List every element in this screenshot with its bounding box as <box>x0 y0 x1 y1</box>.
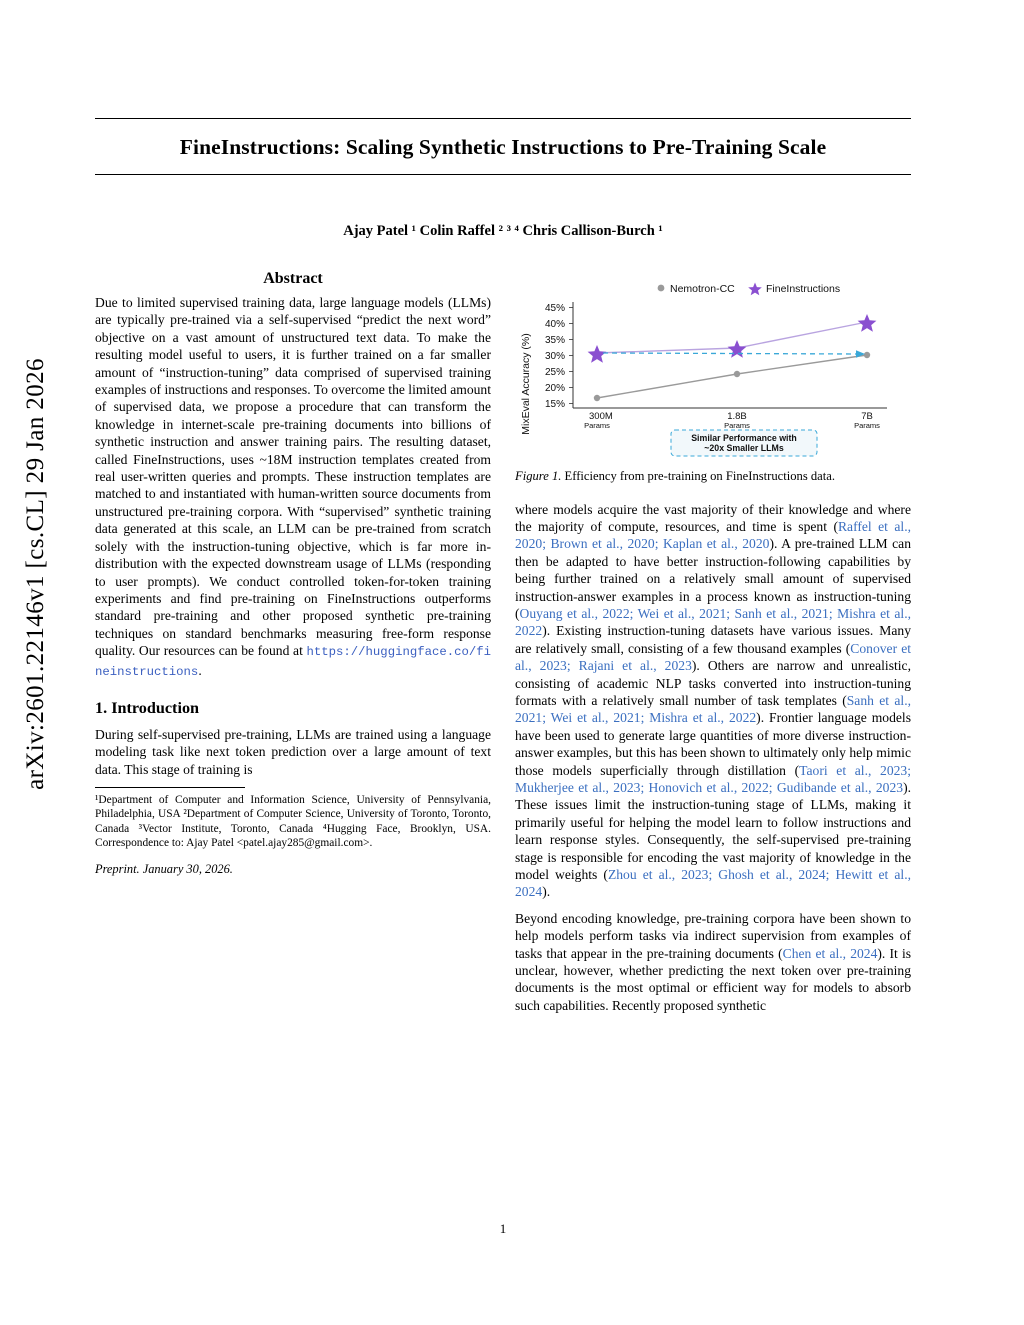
legend-marker-nemotron <box>658 285 665 292</box>
figure-caption <box>515 469 911 485</box>
citation-5[interactable]: Taori et al., 2023; Mukherjee et al., 2023; Honovich et al., 2022; Gudibande et al., 2023 <box>515 762 911 795</box>
y-axis-label: MixEval Accuracy (%) <box>520 333 532 435</box>
two-column-body <box>95 270 911 1023</box>
right-column-paragraph-2 <box>515 910 911 1014</box>
legend-marker-fineinstructions <box>748 283 762 296</box>
y-tick-marks <box>569 308 573 404</box>
svg-text:35%: 35% <box>545 335 566 346</box>
rp1-g: ). <box>542 884 551 900</box>
svg-text:Params: Params <box>584 421 610 430</box>
preprint-note: Preprint. January 30, 2026. <box>95 861 233 876</box>
svg-text:40%: 40% <box>545 319 566 330</box>
efficiency-line-chart <box>515 274 911 459</box>
svg-text:30%: 30% <box>545 351 566 362</box>
svg-text:1.8B: 1.8B <box>727 411 747 422</box>
title-block <box>95 118 911 175</box>
data-point-fineinstructions-1.8b <box>728 340 747 358</box>
svg-text:15%: 15% <box>545 399 566 410</box>
series-line-nemotron <box>597 355 867 398</box>
abstract-url[interactable]: https://huggingface.co/fineinstructions <box>95 645 491 679</box>
footnote-divider <box>95 787 245 788</box>
rp1-c: ). Existing instruction-tuning datasets have various issues. Many are relatively small, consisting of a few thousand examples ( <box>515 623 911 656</box>
x-tick-labels <box>584 411 880 430</box>
abstract-text: Due to limited supervised training data, large language models (LLMs) are typically pre-trained via a self-supervised “predict the next word” objective on a vast amount of unstructured text data. To make the resulting model useful to users, it is further trained on a far smaller amount of “instruction-tuning” data comprised of supervised training examples of instructions and responses. To overcome the limited amount of supervised data, we propose a procedure that can transform the knowledge in internet-scale pre-training documents into billions of synthetic instruction and answer training pairs. The resulting dataset, called FineInstructions, uses ~18M instruction templates created from real user-written queries and prompts. These instruction templates are matched to and instantiated with human-written source documents from unstructured pre-training corpora. With “supervised” synthetic training data generated at this scale, an LLM can be pre-trained from scratch solely with the instruction-tuning objective, which is far more in-distribution with the expected downstream usage of LLMs (responding to user prompts). We conduct controlled token-for-token training experiments and find pre-training on FineInstructions outperforms standard pre-training and other proposed synthetic pre-training techniques on standard benchmarks measuring free-form response quality. Our resources can be found at <box>95 295 491 659</box>
legend-label-fineinstructions: FineInstructions <box>766 283 841 295</box>
citation-4[interactable]: Sanh et al., 2021; Wei et al., 2021; Mishra et al., 2022 <box>515 692 911 726</box>
data-point-nemotron-300m <box>594 395 600 401</box>
citation-1[interactable]: Raffel et al., 2020; Brown et al., 2020; Kaplan et al., 2020 <box>515 518 911 552</box>
annotation-line-2: ~20x Smaller LLMs <box>704 443 784 453</box>
right-column-paragraph-1 <box>515 501 911 901</box>
svg-text:Params: Params <box>724 421 750 430</box>
rp1-f: ). These issues limit the instruction-tuning stage of LLMs, making it primarily useful for helping the model learn to follow instructions and learn response styles. Consequently, the self-supervised pre-training stage is responsible for encoding the vast majority of knowledge in the model weights ( <box>515 780 911 883</box>
rp2-a: Beyond encoding knowledge, pre-training corpora have been shown to help models perform tasks via indirect supervision from examples of tasks that appear in the pre-training documents ( <box>515 910 911 961</box>
page-title: FineInstructions: Scaling Synthetic Instructions to Pre-Training Scale <box>179 135 827 159</box>
svg-text:Params: Params <box>854 421 880 430</box>
abstract-paragraph <box>95 294 491 681</box>
section-heading-introduction: 1. Introduction <box>95 698 200 717</box>
page-number: 1 <box>499 1221 507 1236</box>
introduction-paragraph: During self-supervised pre-training, LLMs are trained using a language modeling task like next token prediction over a large amount of text data. This stage of training is <box>95 726 491 777</box>
citation-2[interactable]: Ouyang et al., 2022; Wei et al., 2021; Sanh et al., 2021; Mishra et al., 2022 <box>515 605 911 639</box>
data-point-fineinstructions-7b <box>858 314 877 332</box>
rp1-b: ). A pre-trained LLM can then be adapted to have better instruction-following capabilities by being further trained on a relatively small amount of supervised instruction-answer examples in a process known as instruction-tuning ( <box>515 536 911 621</box>
abstract-heading: Abstract <box>263 270 323 287</box>
left-column <box>95 270 491 1023</box>
data-point-nemotron-7b <box>864 352 870 358</box>
rp1-d: ). Others are narrow and unrealistic, consisting of academic NLP tasks converted into instruction-tuning formats with a relatively small number of task templates ( <box>515 658 911 708</box>
rp1-e: ). Frontier language models have been used to generate large quantities of more diverse instruction-answer examples, but this has been shown to ultimately only help mimic those models superficially through distillation ( <box>515 710 911 778</box>
comparison-arrow-line <box>603 353 859 354</box>
figure-caption-text: Efficiency from pre-training on FineInstructions data. <box>561 469 836 483</box>
title-rule-bottom <box>95 174 911 175</box>
figure-number: Figure 1. <box>515 469 562 483</box>
annotation-line-1: Similar Performance with <box>691 433 797 443</box>
svg-text:45%: 45% <box>545 303 566 314</box>
right-column <box>515 270 911 1023</box>
data-point-fineinstructions-300m <box>588 345 607 363</box>
y-tick-labels <box>545 303 565 410</box>
paper-page <box>95 0 911 1325</box>
arxiv-stamp: arXiv:2601.22146v1 [cs.CL] 29 Jan 2026 <box>22 358 49 790</box>
citation-6[interactable]: Zhou et al., 2023; Ghosh et al., 2024; Hewitt et al., 2024 <box>515 867 911 900</box>
svg-text:25%: 25% <box>545 367 566 378</box>
author-list <box>95 223 911 240</box>
rp1-a: where models acquire the vast majority of their knowledge and where the majority of compute, resources, and time is spent ( <box>515 501 911 534</box>
abstract-period: . <box>198 662 202 678</box>
figure-1 <box>515 274 911 485</box>
legend-label-nemotron: Nemotron-CC <box>670 283 735 295</box>
rp2-b: ). It is unclear, however, whether predicting the next token over pre-training documents is the most optimal or efficient way for models to absorb such capabilities. Recently proposed synthetic <box>515 945 912 1013</box>
citation-3[interactable]: Conover et al., 2023; Rajani et al., 2023 <box>515 640 912 674</box>
svg-text:300M: 300M <box>589 411 613 422</box>
citation-7[interactable]: Chen et al., 2024 <box>782 945 878 961</box>
svg-text:7B: 7B <box>861 411 873 422</box>
footnote-affiliations: ¹Department of Computer and Information Science, University of Pennsylvania, Philadelphia, USA ²Department of Computer Science, University of Toronto, Toronto, Canada ³Vector Institute, Toronto, Canada ⁴Hugging Face, Brooklyn, USA. Correspondence to: Ajay Patel <patel.ajay285@gmail.com>. <box>95 794 491 849</box>
data-point-nemotron-1.8b <box>734 371 740 377</box>
svg-text:20%: 20% <box>545 383 566 394</box>
author-names: Ajay Patel ¹ Colin Raffel ² ³ ⁴ Chris Callison-Burch ¹ <box>343 223 663 239</box>
